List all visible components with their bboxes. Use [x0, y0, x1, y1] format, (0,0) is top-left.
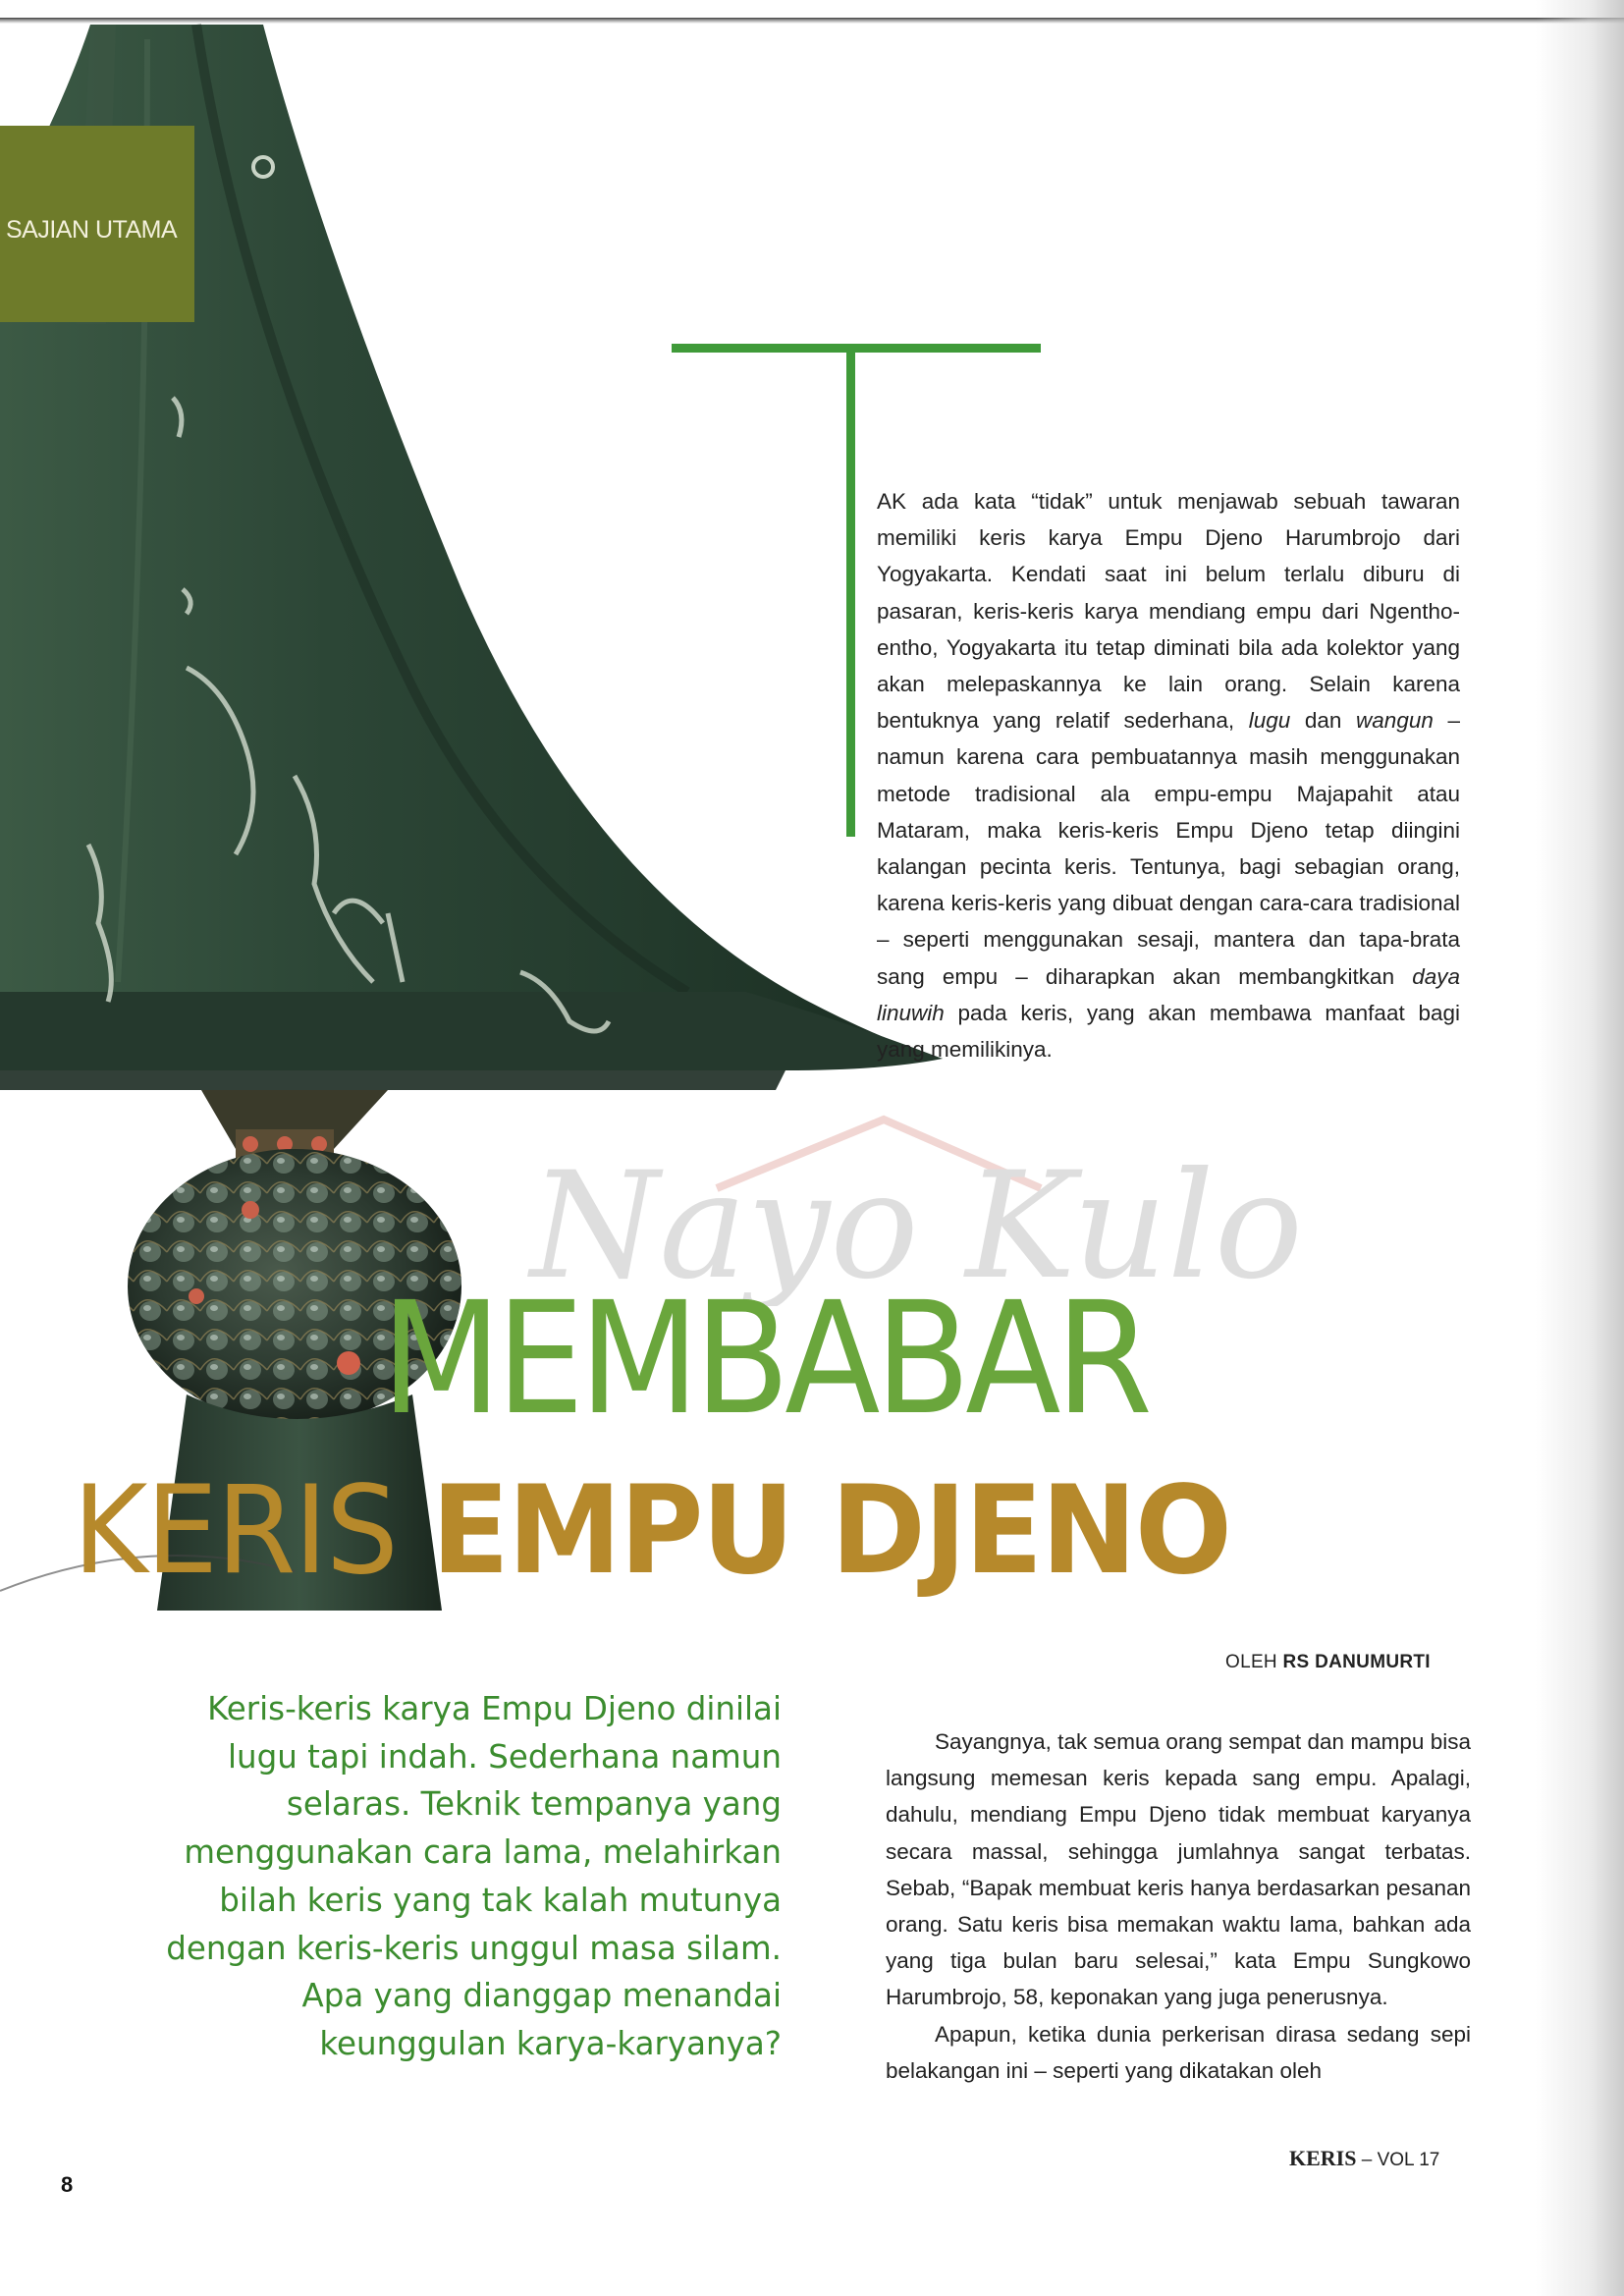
page-number: 8	[61, 2172, 74, 2197]
page-edge-right	[1536, 0, 1624, 2296]
headline-keris: KERIS	[73, 1460, 432, 1602]
intro-paragraph: AK ada kata “tidak” untuk menjawab sebuah tawaran memiliki keris karya Empu Djeno Harumbrojo dari Yogyakarta. Kendati saat ini belum terlalu diburu di pasaran, keris-keris karya mendiang empu dari Ngentho-entho, Yogyakarta itu tetap diminati bila ada kolektor yang akan melepaskannya ke lain orang. Selain karena bentuknya yang relatif sederhana, lugu dan wangun – namun karena cara pembuatannya masih menggunakan metode tradisional ala empu-empu Majapahit atau Mataram, maka keris-keris Empu Djeno tetap diingini kalangan pecinta keris. Tentunya, bagi sebagian orang, karena keris-keris yang dibuat dengan cara-cara tradisional – seperti menggunakan sesaji, mantera dan tapa-brata sang empu – diharapkan akan membangkitkan daya linuwih pada keris, yang akan membawa manfaat bagi yang memilikinya.	[877, 489, 1461, 1063]
body-column	[886, 1723, 1471, 2089]
headline-line-1: MEMBABAR	[381, 1269, 1148, 1449]
body-paragraph: Sayangnya, tak semua orang sempat dan mampu bisa langsung memesan keris kepada sang empu. Apalagi, dahulu, mendiang Empu Djeno tidak membuat karyanya secara massal, sehingga jumlahnya sangat terbatas. Sebab, “Bapak membuat keris hanya berdasarkan pesanan orang. Satu keris bisa memakan waktu lama, bahkan ada yang tiga bulan baru selesai,” kata Empu Sungkowo Harumbrojo, 58, keponakan yang juga penerusnya.	[886, 1729, 1471, 2010]
section-tag	[0, 126, 194, 322]
dropcap-t-bar	[672, 344, 1041, 353]
byline: OLEH RS DANUMURTI	[1225, 1652, 1431, 1672]
dropcap-t-stem	[846, 344, 855, 837]
section-label: SAJIAN UTAMA	[6, 216, 178, 244]
lead-paragraph: Keris-keris karya Empu Djeno dinilai lugu tapi indah. Sederhana namun selaras. Teknik tempanya yang menggunakan cara lama, melahirkan bilah keris yang tak kalah mutunya dengan keris-keris unggul masa silam. Apa yang dianggap menandai keunggulan karya-karyanya?	[166, 1690, 782, 2062]
headline-line-2	[73, 1460, 1231, 1602]
magazine-name: KERIS	[1289, 2146, 1357, 2170]
running-footer	[1289, 2146, 1439, 2171]
headline-empu-djeno: EMPU DJENO	[431, 1460, 1231, 1602]
body-paragraph: Apapun, ketika dunia perkerisan dirasa sedang sepi belakangan ini – seperti yang dikatakan oleh	[886, 2021, 1471, 2083]
watermark-text: Nayo Kulo	[530, 1141, 1304, 1306]
issue-label: – VOL 17	[1356, 2150, 1440, 2170]
author-name: RS DANUMURTI	[1282, 1652, 1431, 1672]
